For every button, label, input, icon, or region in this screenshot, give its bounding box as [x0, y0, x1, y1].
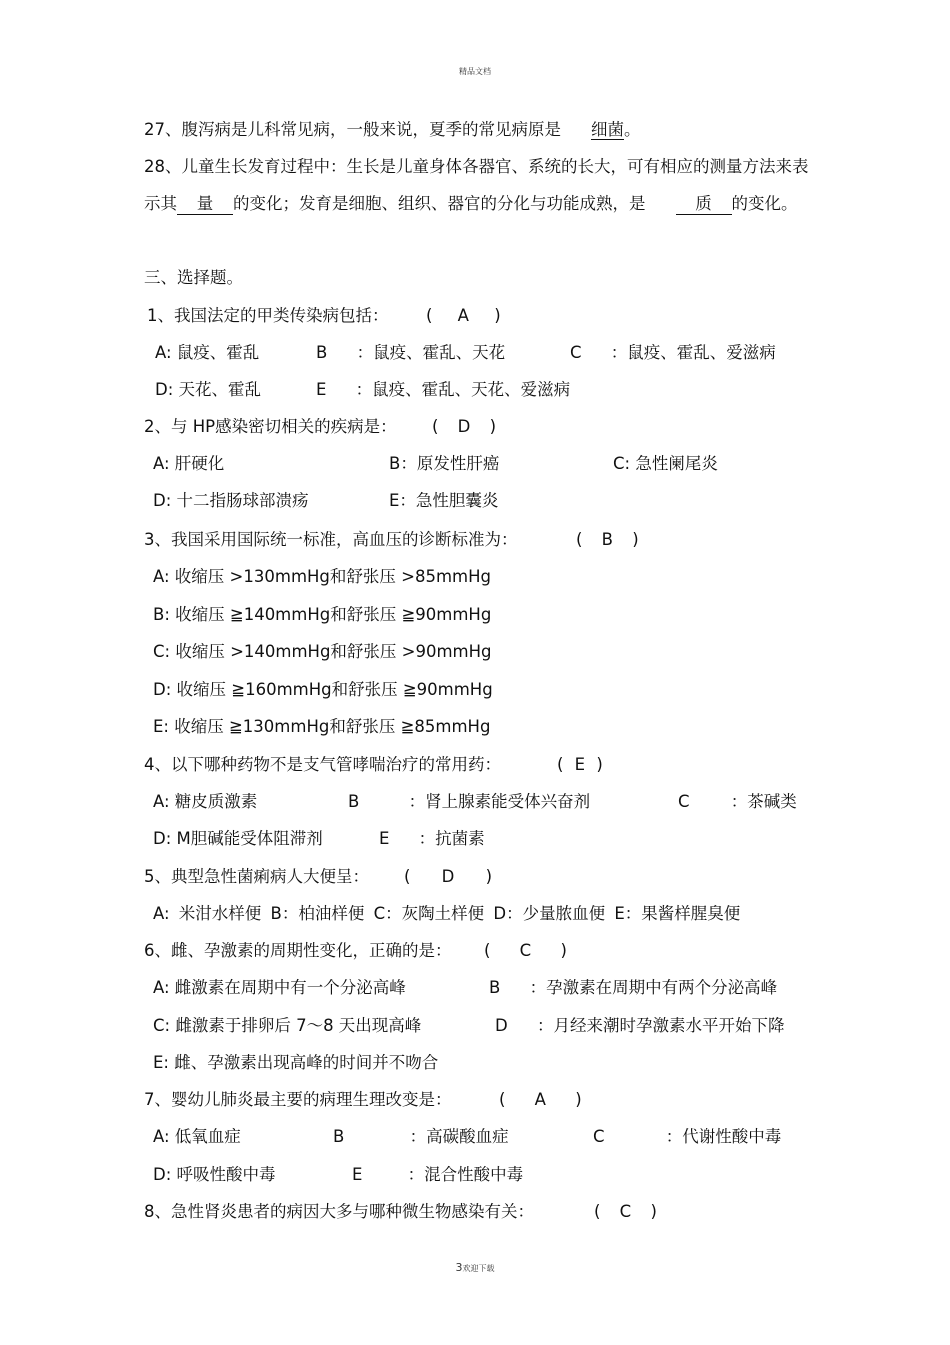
q3-option-a: A: 收缩压 >130mmHg和舒张压 >85mmHg	[153, 567, 491, 586]
q8-stem: 8、急性肾炎患者的病因大多与哪种微生物感染有关：	[144, 1202, 534, 1221]
q6-option-d: D ：月经来潮时孕激素水平开始下降	[495, 1016, 785, 1035]
q4-option-a: A: 糖皮质激素	[153, 792, 258, 811]
q1-option-a: A: 鼠疫、霍乱	[155, 343, 260, 362]
q28-end: 的变化。	[731, 194, 798, 213]
q6-option-a: A: 雌激素在周期中有一个分泌高峰	[153, 978, 406, 997]
q28-mid: 的变化；发育是细胞、组织、器官的分化与功能成熟，是	[233, 194, 646, 213]
q27-end: 。	[624, 120, 641, 139]
q1-option-c: C ：鼠疫、霍乱、爱滋病	[570, 343, 776, 362]
question-27	[144, 119, 641, 141]
q3-answer: ( B )	[576, 530, 639, 549]
q4-answer: ( E )	[557, 755, 603, 774]
q4-option-d: D: M胆碱能受体阻滞剂	[153, 829, 323, 848]
page-header: 精品文档	[459, 67, 491, 76]
question-28-line1: 28、儿童生长发育过程中：生长是儿童身体各器官、系统的长大，可有相应的测量方法来表	[144, 157, 809, 176]
q2-option-a: A: 肝硬化	[153, 454, 225, 473]
q8-answer: ( C )	[594, 1202, 657, 1221]
q7-stem: 7、婴幼儿肺炎最主要的病理生理改变是：	[144, 1090, 452, 1109]
page-footer	[0, 1261, 950, 1274]
question-28-line2	[144, 193, 798, 215]
q2-answer: ( D )	[432, 417, 497, 436]
page-number: 3	[455, 1261, 463, 1274]
q4-option-c: C ：茶碱类	[678, 792, 797, 811]
q4-option-e: E ：抗菌素	[379, 829, 485, 848]
q4-stem: 4、以下哪种药物不是支气管哮喘治疗的常用药：	[144, 755, 501, 774]
q28-blank-2: 质	[676, 194, 732, 215]
q6-option-b: B ：孕激素在周期中有两个分泌高峰	[489, 978, 778, 997]
q7-option-b: B ：高碳酸血症	[333, 1127, 509, 1146]
q7-option-e: E ：混合性酸中毒	[352, 1165, 524, 1184]
q6-stem: 6、雌、孕激素的周期性变化，正确的是：	[144, 941, 452, 960]
q3-option-c: C: 收缩压 >140mmHg和舒张压 >90mmHg	[153, 642, 492, 661]
q3-option-b: B: 收缩压 ≧140mmHg和舒张压 ≧90mmHg	[153, 605, 492, 624]
q3-option-e: E: 收缩压 ≧130mmHg和舒张压 ≧85mmHg	[153, 717, 491, 736]
q1-option-b: B ：鼠疫、霍乱、天花	[316, 343, 506, 362]
q27-answer: 细菌	[591, 120, 624, 139]
footer-text: 欢迎下载	[462, 1264, 495, 1273]
q1-option-d: D: 天花、霍乱	[155, 380, 262, 399]
q7-option-c: C ：代谢性酸中毒	[593, 1127, 782, 1146]
q2-option-b: B：原发性肝癌	[389, 454, 500, 473]
q7-option-d: D: 呼吸性酸中毒	[153, 1165, 276, 1184]
q28-pre: 示其	[144, 194, 177, 213]
q6-option-c: C: 雌激素于排卵后 7～8 天出现高峰	[153, 1016, 422, 1035]
q5-stem: 5、典型急性菌痢病人大便呈：	[144, 867, 369, 886]
q5-answer: ( D )	[404, 867, 493, 886]
q2-stem: 2、与 HP感染密切相关的疾病是：	[144, 417, 397, 436]
q28-blank-1: 量	[177, 194, 233, 215]
q5-options: A: 米泔水样便 B：柏油样便 C：灰陶土样便 D：少量脓血便 E：果酱样腥臭便	[153, 904, 741, 923]
q1-stem: 1、我国法定的甲类传染病包括：	[147, 306, 389, 325]
q2-option-d: D: 十二指肠球部溃疡	[153, 491, 309, 510]
q2-option-c: C: 急性阑尾炎	[613, 454, 718, 473]
q1-option-e: E ：鼠疫、霍乱、天花、爱滋病	[316, 380, 571, 399]
q3-option-d: D: 收缩压 ≧160mmHg和舒张压 ≧90mmHg	[153, 680, 493, 699]
section-title: 三、选择题。	[144, 268, 243, 287]
q27-text: 27、腹泻病是儿科常见病，一般来说，夏季的常见病原是	[144, 120, 561, 139]
q6-answer: ( C )	[484, 941, 567, 960]
q2-option-e: E：急性胆囊炎	[389, 491, 499, 510]
q7-option-a: A: 低氧血症	[153, 1127, 241, 1146]
q1-answer: ( A )	[426, 306, 501, 325]
q3-stem: 3、我国采用国际统一标准，高血压的诊断标准为：	[144, 530, 518, 549]
q7-answer: ( A )	[499, 1090, 582, 1109]
q4-option-b: B ：肾上腺素能受体兴奋剂	[348, 792, 591, 811]
q6-option-e: E: 雌、孕激素出现高峰的时间并不吻合	[153, 1053, 439, 1072]
